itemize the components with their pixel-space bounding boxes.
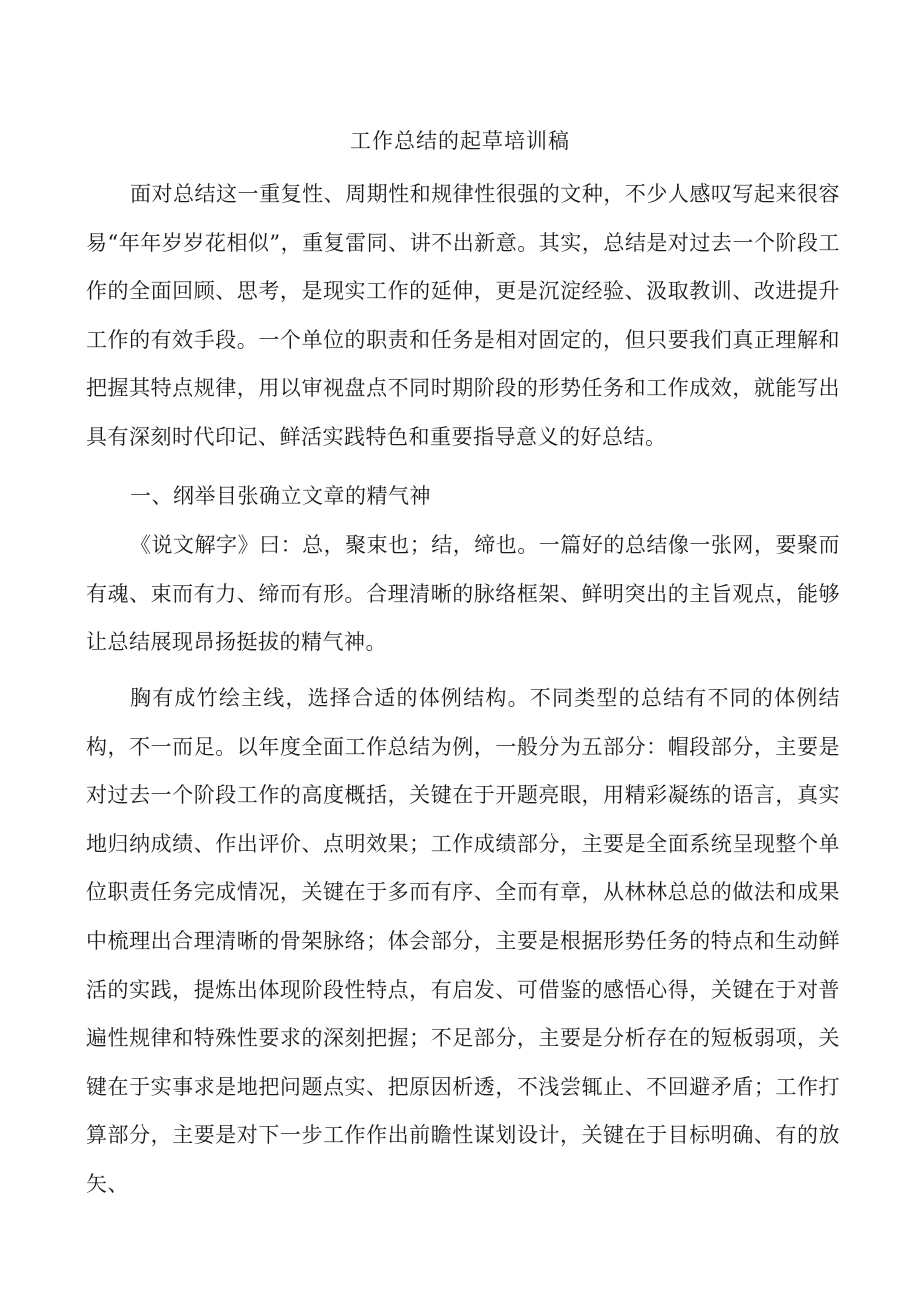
section-heading: 一、纲举目张确立文章的精气神 [130,484,431,508]
section-paragraph-2: 胸有成竹绘主线，选择合适的体例结构。不同类型的总结有不同的体例结构，不一而足。以年度全面工作总结为例，一般分为五部分：帽段部分，主要是对过去一个阶段工作的高度概括，关键在于开题亮眼，用精彩凝练的语言，真实地归纳成绩、作出评价、点明效果；工作成绩部分，主要是全面系统呈现整个单位职责任务完成情况，关键在于多而有序、全而有章，从林林总总的做法和成果中梳理出合理清晰的骨架脉络；体会部分，主要是根据形势任务的特点和生动鲜活的实践，提炼出体现阶段性特点，有启发、可借鉴的感悟心得，关键在于对普遍性规律和特殊性要求的深刻把握；不足部分，主要是分析存在的短板弱项，关键在于实事求是地把问题点实、把原因析透，不浅尝辄止、不回避矛盾；工作打算部分，主要是对下一步工作作出前瞻性谋划设计，关键在于目标明确、有的放矢、 [86,686,840,1196]
document-title: 工作总结的起草培训稿 [350,129,570,153]
section-paragraph-1: 《说文解字》曰：总，聚束也；结，缔也。一篇好的总结像一张网，要聚而有魂、束而有力、缔而有形。合理清晰的脉络框架、鲜明突出的主旨观点，能够让总结展现昂扬挺拔的精气神。 [86,533,840,655]
intro-paragraph: 面对总结这一重复性、周期性和规律性很强的文种，不少人感叹写起来很容易“年年岁岁花相似”，重复雷同、讲不出新意。其实，总结是对过去一个阶段工作的全面回顾、思考，是现实工作的延伸，更是沉淀经验、汲取教训、改进提升工作的有效手段。一个单位的职责和任务是相对固定的，但只要我们真正理解和把握其特点规律，用以审视盘点不同时期阶段的形势任务和工作成效，就能写出具有深刻时代印记、鲜活实践特色和重要指导意义的好总结。 [86,182,840,449]
